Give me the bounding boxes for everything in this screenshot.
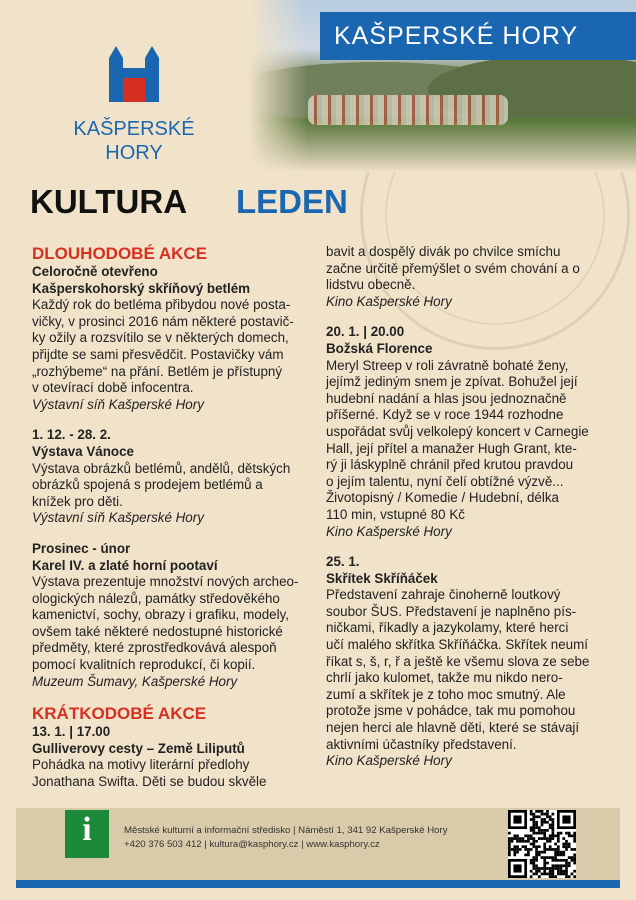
event-title: Karel IV. a zlaté horní pootaví (32, 557, 218, 573)
event-skritek (326, 554, 608, 770)
event-venue: Výstavní síň Kašperské Hory (32, 510, 204, 526)
event-title: Božská Florence (326, 340, 433, 356)
event-date: Prosinec - únor (32, 540, 131, 556)
event-title: Skřítek Skříňáček (326, 570, 438, 586)
info-icon-base (65, 850, 109, 858)
event-date: 20. 1. | 20.00 (326, 324, 405, 340)
event-florence (326, 324, 608, 540)
town-title-band (320, 12, 636, 60)
event-venue: Muzeum Šumavy, Kašperské Hory (32, 673, 238, 689)
heading-leden: LEDEN (236, 183, 348, 220)
heading-kultura: KULTURA (30, 183, 188, 220)
info-icon: i (65, 810, 109, 850)
event-date: 1. 12. - 28. 2. (32, 427, 111, 443)
event-venue: Kino Kašperské Hory (326, 523, 452, 539)
event-description: Pohádka na motivy literární předlohy Jonathana Swifta. Děti se budou skvěle (32, 757, 267, 790)
event-description: Meryl Streep v roli závratně bohaté ženy, jejímž jediným snem je zpívat. Bohužel její hudební nadání a hlas jsou jednoznačně příšerné. Když se v roce 1944 rozhodne uspořádat svůj velkolepý koncert v Carnegie Hall, její přítel a manažer Hugh Grant, kte- rý ji láskyplně chránil před krutou pravdou o jejím talentu, nyní čelí obtížné výzvě... Životopisný / Komedie / Hudební, délka 110 min, vstupné 80 Kč (326, 357, 589, 522)
event-karel-iv (32, 541, 310, 690)
town-title: KAŠPERSKÉ HORY (334, 22, 579, 50)
event-title: Gulliverovy cesty – Země Liliputů (32, 740, 245, 756)
event-description: Představení zahraje činoherně loutkový soubor ŠUS. Představení je naplněno pís- ničkami, říkadly a jazykolamy, které herci učí malého skřítka Skříňáčka. Skřítek neumí říkat s, š, r, ř a ještě ke všemu slova ze sebe chrlí jako kulomet, takže mu nikdo nero- zumí a skřítek je z toho moc smutný. Ale protože jsme v pohádce, tak mu pomohou nejen herci ale hlavně děti, které se stávají aktivními účastníky představení. (326, 587, 590, 752)
event-venue: Kino Kašperské Hory (326, 293, 452, 309)
town-logo-icon (105, 44, 163, 104)
event-date: 25. 1. (326, 554, 360, 570)
logo-line-2: HORY (105, 142, 163, 164)
bottom-blue-bar (16, 880, 620, 888)
event-description: bavit a dospělý divák po chvilce smíchu začne určitě přemýšlet o svém chování a o lidstvu obecně. (326, 244, 580, 293)
footer-contact (124, 824, 448, 852)
event-description: Výstava prezentuje množství nových archeo- ologických nálezů, památky středověkého kamenictví, sochy, obrazy i grafiku, modely, ovšem také některé nedostupné historické předměty, které zprostředkovává alespoň pomocí kvalitních reprodukcí, či kopií. (32, 574, 299, 673)
event-venue: Výstavní síň Kašperské Hory (32, 396, 204, 412)
event-date: Celoročně otevřeno (32, 264, 158, 279)
event-gulliver-continued (326, 244, 608, 310)
event-gulliver (32, 724, 310, 790)
footer-phone-email-web: +420 376 503 412 | kultura@kasphory.cz | www.kasphory.cz (124, 839, 380, 850)
logo-wordmark (66, 117, 202, 165)
right-column (326, 244, 608, 770)
event-betlem (32, 264, 310, 413)
footer-address: Městské kulturní a informační středisko | Náměstí 1, 341 92 Kašperské Hory (124, 825, 448, 836)
event-venue: Kino Kašperské Hory (326, 753, 452, 769)
event-date: 13. 1. | 17.00 (32, 724, 111, 740)
qr-code-icon (508, 810, 576, 878)
event-vanoce (32, 427, 310, 527)
event-description: Výstava obrázků betlémů, andělů, dětských obrázků spojená s prodejem betlémů a knížek pro děti. (32, 460, 291, 509)
event-title: Kašperskohorský skříňový betlém (32, 280, 251, 296)
event-description: Každý rok do betléma přibydou nové posta- vičky, v prosinci 2016 nám některé postavič- ky ožily a rozsvítilo se v některých domech, přijdte se sami přesvědčit. Postavičky vám „rozhýbeme“ na přání. Betlém je přístupný v otevírací době infocentra. (32, 297, 294, 396)
section-heading-short-term: KRÁTKODOBÉ AKCE (32, 704, 207, 724)
section-heading-long-term: DLOUHODOBÉ AKCE (32, 244, 208, 263)
left-column (32, 244, 310, 791)
event-title: Výstava Vánoce (32, 443, 134, 459)
logo-line-1: KAŠPERSKÉ (73, 118, 195, 140)
